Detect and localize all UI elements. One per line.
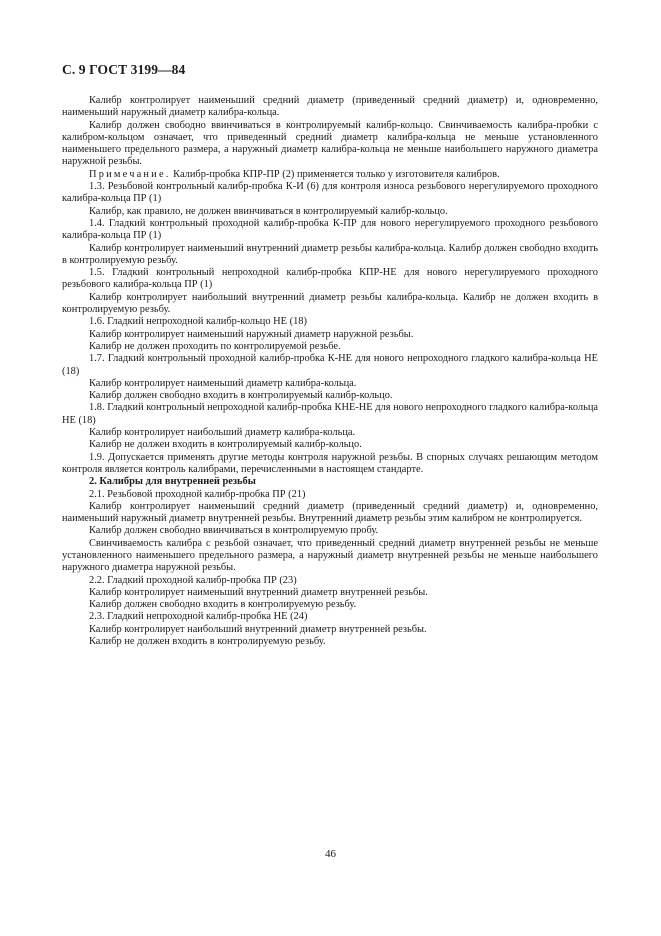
paragraph: Калибр не должен входить в контролируемый калибр-кольцо. <box>89 439 362 451</box>
paragraph: Калибр не должен входить в контролируемую резьбу. <box>89 636 326 648</box>
note-label: Примечание. <box>89 168 171 180</box>
paragraph: 1.6. Гладкий непроходной калибр-кольцо НЕ (18) <box>89 316 307 328</box>
paragraph: 2.1. Резьбовой проходной калибр-пробка ПР (21) <box>89 488 306 500</box>
paragraph: Калибр контролирует наименьший внутренний диаметр резьбы калибра-кольца. Калибр должен свободно входить в контролируемую резьбу. <box>62 242 598 266</box>
note-text: Калибр-пробка КПР-ПР (2) применяется только у изготовителя калибров. <box>173 168 500 180</box>
paragraph: 2.2. Гладкий проходной калибр-пробка ПР (23) <box>89 574 297 586</box>
paragraph: 1.9. Допускается применять другие методы контроля наружной резьбы. В спорных случаях решающим методом контроля является контроль калибрами, перечисленными в настоящем стандарте. <box>62 451 598 475</box>
paragraph: 1.3. Резьбовой контрольный калибр-пробка К-И (6) для контроля износа резьбового нерегулируемого проходного калибра-кольца ПР (1) <box>62 181 598 205</box>
paragraph: Калибр должен свободно ввинчиваться в контролируемый калибр-кольцо. Свинчиваемость калибра-пробки с калибром-кольцом означает, что приведенный средний диаметр калибра-кольца не меньше установленного наименьшего предельного размера, а наружный диаметр калибра-кольца не меньше наибольшего наружного диаметра наружной резьбы. <box>62 119 598 168</box>
paragraph: 1.7. Гладкий контрольный проходной калибр-пробка К-НЕ для нового непроходного гладкого калибра-кольца НЕ (18) <box>62 353 598 377</box>
page-number: 46 <box>325 848 336 860</box>
note-paragraph <box>62 169 598 181</box>
paragraph: 1.5. Гладкий контрольный непроходной калибр-пробка КПР-НЕ для нового нерегулируемого проходного резьбового калибра-кольца ПР (1) <box>62 267 598 291</box>
section-heading: 2. Калибры для внутренней резьбы <box>89 476 256 488</box>
paragraph: Калибр контролирует наибольший внутренний диаметр внутренней резьбы. <box>89 623 427 635</box>
paragraph: Калибр контролирует наименьший средний диаметр (приведенный средний диаметр) и, одновременно, наименьший наружный диаметр внутренней резьбы. Внутренний диаметр резьбы этим калибром не контролируется. <box>62 500 598 525</box>
paragraph: Калибр контролирует наименьший внутренний диаметр внутренней резьбы. <box>89 586 428 598</box>
paragraph: Калибр должен свободно входить в контролируемую резьбу. <box>89 599 357 611</box>
paragraph: Калибр контролирует наименьший диаметр калибра-кольца. <box>89 377 357 389</box>
paragraph: Калибр контролирует наименьший наружный диаметр наружной резьбы. <box>89 328 414 340</box>
page-header: С. 9 ГОСТ 3199—84 <box>62 62 186 77</box>
paragraph: Свинчиваемость калибра с резьбой означает, что приведенный средний диаметр внутренней резьбы не меньше установленного наименьшего предельного размера, а наружный диаметр внутренней резьбы не меньше наибольшего наружного диаметра наружной резьбы. <box>62 537 598 574</box>
paragraph: Калибр должен свободно входить в контролируемый калибр-кольцо. <box>89 390 393 402</box>
paragraph: Калибр контролирует наибольший диаметр калибра-кольца. <box>89 427 356 439</box>
paragraph: Калибр не должен проходить по контролируемой резьбе. <box>89 340 341 352</box>
paragraph: Калибр контролирует наименьший средний диаметр (приведенный средний диаметр) и, одновременно, наименьший наружный диаметр калибра-кольца. <box>62 95 598 119</box>
paragraph: 1.8. Гладкий контрольный непроходной калибр-пробка КНЕ-НЕ для нового непроходного гладкого калибра-кольца НЕ (18) <box>62 402 598 426</box>
paragraph: Калибр контролирует наибольший внутренний диаметр резьбы калибра-кольца. Калибр не должен входить в контролируемую резьбу. <box>62 291 598 316</box>
paragraph: 1.4. Гладкий контрольный проходной калибр-пробка К-ПР для нового нерегулируемого проходного резьбового калибра-кольца ПР (1) <box>62 217 598 242</box>
paragraph: 2.3. Гладкий непроходной калибр-пробка НЕ (24) <box>89 611 308 623</box>
paragraph: Калибр, как правило, не должен ввинчиваться в контролируемый калибр-кольцо. <box>89 205 448 217</box>
paragraph: Калибр должен свободно ввинчиваться в контролируемую пробу. <box>89 525 379 537</box>
document-body <box>62 95 598 648</box>
